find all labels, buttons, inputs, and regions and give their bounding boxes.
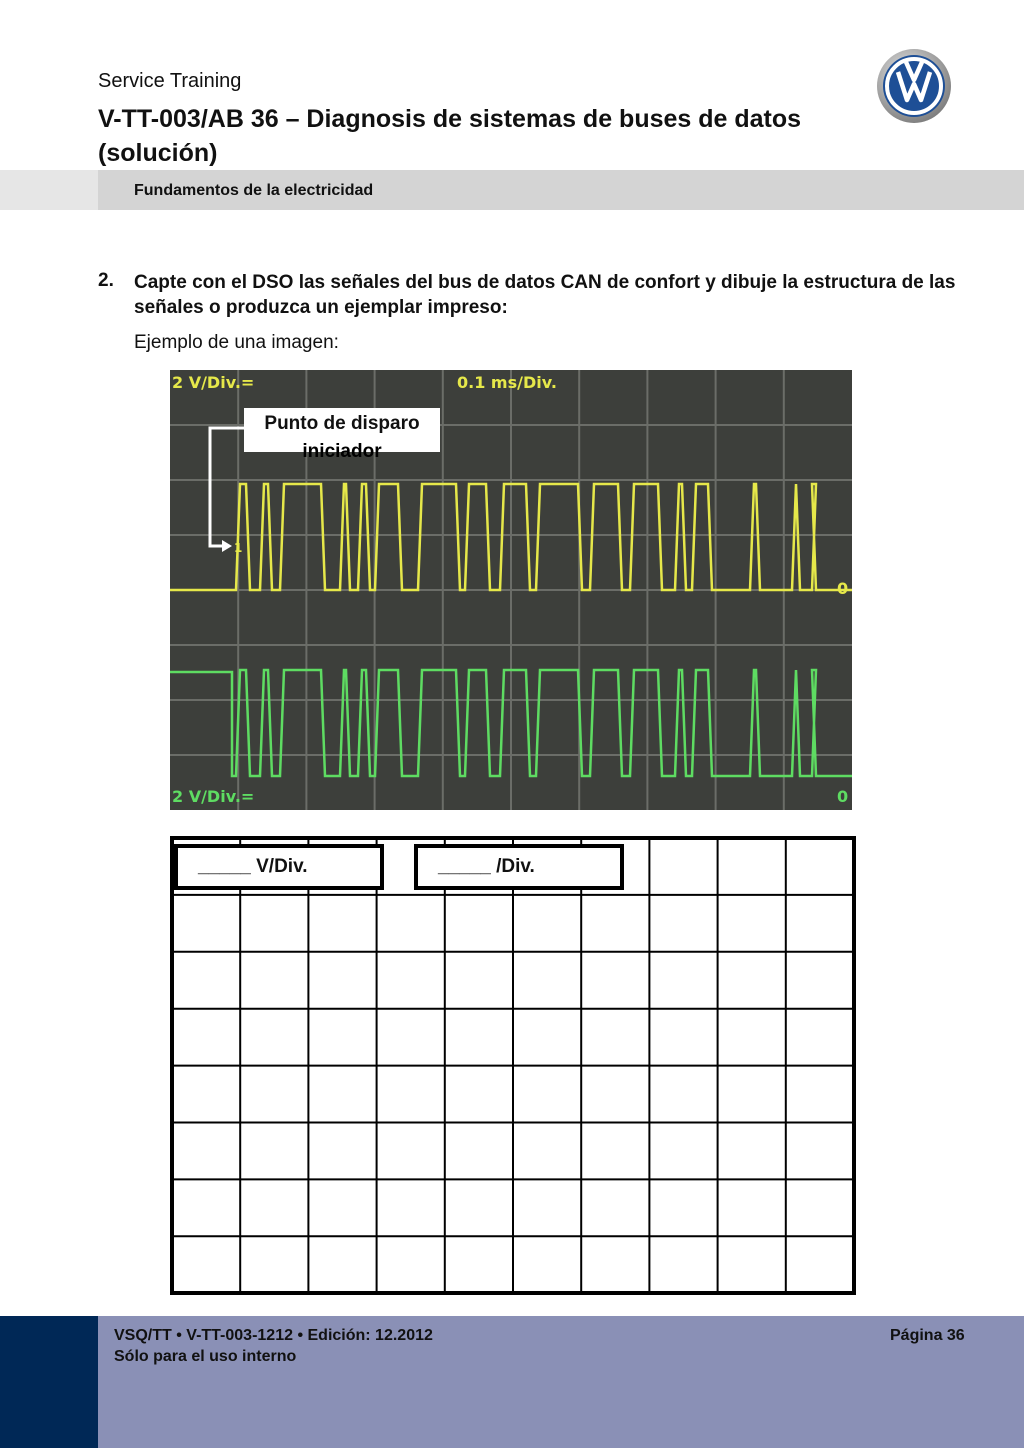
grid-lines [170, 836, 856, 1295]
vw-logo-icon [876, 48, 952, 124]
question-number: 2. [98, 270, 114, 291]
page-title: V-TT-003/AB 36 – Diagnosis de sistemas de buses de datos (solución) [98, 105, 802, 167]
section-label: Fundamentos de la electricidad [134, 182, 374, 199]
trigger-callout [244, 408, 440, 462]
trigger-marker: 1 [234, 541, 243, 555]
example-label: Ejemplo de una imagen: [134, 332, 339, 353]
footer-accent [0, 1316, 98, 1448]
time-scale-label: 0.1 ms/Div. [457, 373, 557, 392]
top-scale-label: 2 V/Div.= [172, 373, 255, 392]
volts-per-div-field[interactable]: _____ V/Div. [174, 844, 384, 890]
page-number: Página 36 [890, 1327, 965, 1344]
footer-usage-note: Sólo para el uso interno [114, 1348, 297, 1365]
time-per-div-field[interactable]: _____ /Div. [414, 844, 624, 890]
zero-marker-bottom: 0 [837, 787, 849, 806]
brand-line: Service Training [98, 70, 242, 92]
callout-line2: iniciador [302, 441, 382, 462]
zero-marker-top: 0 [837, 579, 849, 598]
footer-doc-id: VSQ/TT • V-TT-003-1212 • Edición: 12.2012 [114, 1327, 433, 1344]
callout-line1: Punto de disparo [264, 413, 420, 434]
question-text: Capte con el DSO las señales del bus de datos CAN de confort y dibuje la estructura de las señales o produzca un ejemplar impreso: [134, 272, 956, 318]
bottom-scale-label: 2 V/Div.= [172, 787, 255, 806]
drawing-grid [170, 836, 856, 1295]
section-band-left [0, 170, 98, 210]
